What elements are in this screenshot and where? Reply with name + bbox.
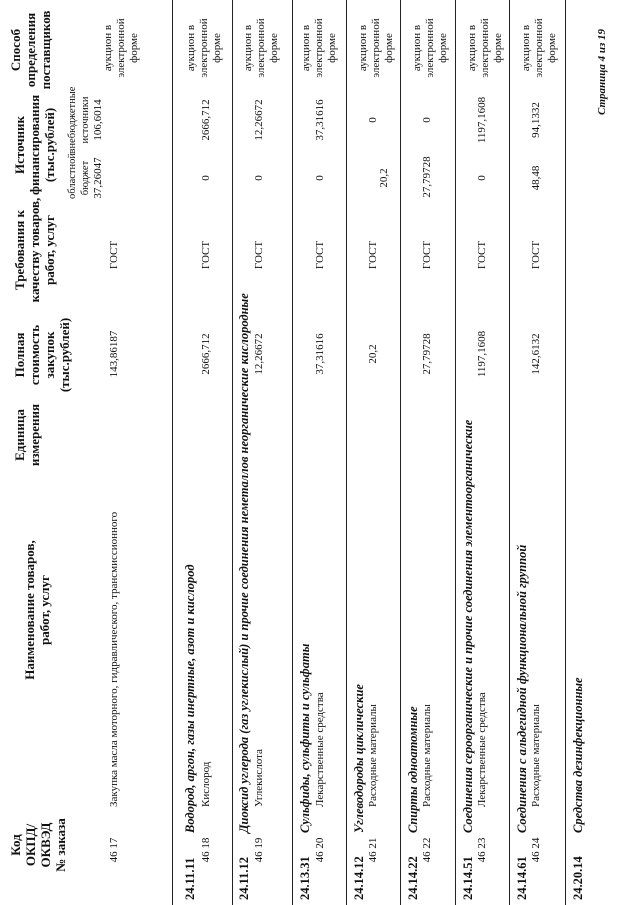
procurement-method: аукцион в электронной форме [102, 18, 140, 78]
procurement-method: аукцион в электронной форме [357, 18, 395, 78]
regional-budget: 48,48 [530, 165, 542, 191]
row-divider [232, 0, 233, 905]
offbudget-sources: 0 [367, 117, 379, 123]
row-divider [509, 0, 510, 905]
offbudget-sources: 12,26672 [253, 99, 265, 141]
row-divider [292, 0, 293, 905]
full-cost: 27,79728 [421, 333, 433, 375]
page-footer: Страница 4 из 19 [596, 28, 608, 115]
group-code: 24.13.31 [298, 856, 312, 900]
group-title: Спирты одноатомные [406, 706, 420, 833]
item-name: Углекислота [253, 749, 265, 807]
item-name: Лекарственные средства [314, 692, 326, 807]
offbudget-sources: 0 [421, 117, 433, 123]
group-title: Средства дезинфекционные [571, 677, 585, 833]
full-cost: 2666,712 [200, 333, 212, 375]
procurement-method: аукцион в электронной форме [242, 18, 280, 78]
header-name: Наименование товаров, работ, услуг [22, 540, 52, 680]
group-title: Диоксид углерода (газ углекислый) и прочие соединения неметаллов неорганические кислородные [237, 293, 251, 833]
row-number: 46 19 [253, 837, 265, 863]
procurement-method: аукцион в электронной форме [520, 18, 558, 78]
regional-budget: 0 [314, 175, 326, 181]
offbudget-sources: 1197,1608 [476, 96, 488, 144]
header-unit: Единица измерения [12, 403, 42, 467]
group-code: 24.20.14 [571, 856, 585, 900]
group-title: Углеводороды циклические [352, 684, 366, 833]
row-divider [172, 0, 173, 905]
offbudget-sources: 37,31616 [314, 99, 326, 141]
row-number: 46 24 [530, 837, 542, 863]
procurement-method: аукцион в электронной форме [185, 18, 223, 78]
header-code: Код ОКПД/ ОКВЭД № заказа [8, 818, 68, 872]
full-cost: 142,6132 [530, 333, 542, 375]
group-code: 24.14.51 [461, 856, 475, 900]
quality-requirement: ГОСТ [314, 240, 326, 270]
group-code: 24.14.61 [515, 856, 529, 900]
row-number: 46 17 [108, 837, 120, 863]
row-divider [346, 0, 347, 905]
item-name: Кислород [200, 761, 212, 807]
full-cost: 1197,1608 [476, 330, 488, 378]
group-code: 24.11.11 [183, 857, 197, 900]
regional-budget: 0 [200, 175, 212, 181]
group-code: 24.14.12 [352, 856, 366, 900]
header-source-offbudget: внебюджетные источники [67, 86, 91, 154]
row-number: 46 23 [476, 837, 488, 863]
row-divider [455, 0, 456, 905]
group-title: Сульфиды, сульфиты и сульфаты [298, 643, 312, 833]
regional-budget: 37,26047 [92, 157, 104, 199]
quality-requirement: ГОСТ [367, 240, 379, 270]
quality-requirement: ГОСТ [421, 240, 433, 270]
item-name: Расходные материалы [421, 704, 433, 807]
group-title: Водород, аргон, газы инертные, азот и кислород [183, 564, 197, 833]
row-number: 46 21 [367, 837, 379, 863]
header-method: Способ определения поставщиков [8, 10, 53, 90]
quality-requirement: ГОСТ [200, 240, 212, 270]
header-requirements: Требования к качеству товаров, работ, услуг [12, 197, 57, 303]
full-cost: 20,2 [367, 344, 379, 364]
quality-requirement: ГОСТ [476, 240, 488, 270]
quality-requirement: ГОСТ [253, 240, 265, 270]
header-source: Источник финансирования (тыс.рублей) [12, 94, 57, 195]
regional-budget: 27,79728 [421, 156, 433, 198]
procurement-method: аукцион в электронной форме [466, 18, 504, 78]
procurement-method: аукцион в электронной форме [411, 18, 449, 78]
group-code: 24.14.22 [406, 856, 420, 900]
row-divider [400, 0, 401, 905]
row-number: 46 18 [200, 837, 212, 863]
row-divider [565, 0, 566, 905]
regional-budget: 0 [476, 175, 488, 181]
full-cost: 12,26672 [253, 333, 265, 375]
offbudget-sources: 106,6014 [92, 99, 104, 141]
item-name: Расходные материалы [367, 704, 379, 807]
offbudget-sources: 2666,712 [200, 99, 212, 141]
item-name: Закупка масла моторного, гидравлического, трансмиссионного [108, 511, 120, 807]
item-name: Лекарственные средства [476, 692, 488, 807]
regional-budget: 0 [253, 175, 265, 181]
header-source-regional: областной бюджет [67, 153, 91, 199]
group-title: Соединения сероорганические и прочие соединения элементоорганические [461, 419, 475, 833]
regional-budget: 20,2 [378, 168, 390, 188]
row-number: 46 20 [314, 837, 326, 863]
full-cost: 143,86187 [108, 330, 120, 378]
group-title: Соединения с альдегидной функциональной группой [515, 544, 529, 833]
quality-requirement: ГОСТ [530, 240, 542, 270]
quality-requirement: ГОСТ [108, 240, 120, 270]
item-name: Расходные материалы [530, 704, 542, 807]
full-cost: 37,31616 [314, 333, 326, 375]
header-cost: Полная стоимость закупок (тыс.рублей) [12, 317, 72, 393]
offbudget-sources: 94,1332 [530, 102, 542, 138]
row-number: 46 22 [421, 837, 433, 863]
group-code: 24.11.12 [237, 856, 251, 900]
procurement-method: аукцион в электронной форме [300, 18, 338, 78]
